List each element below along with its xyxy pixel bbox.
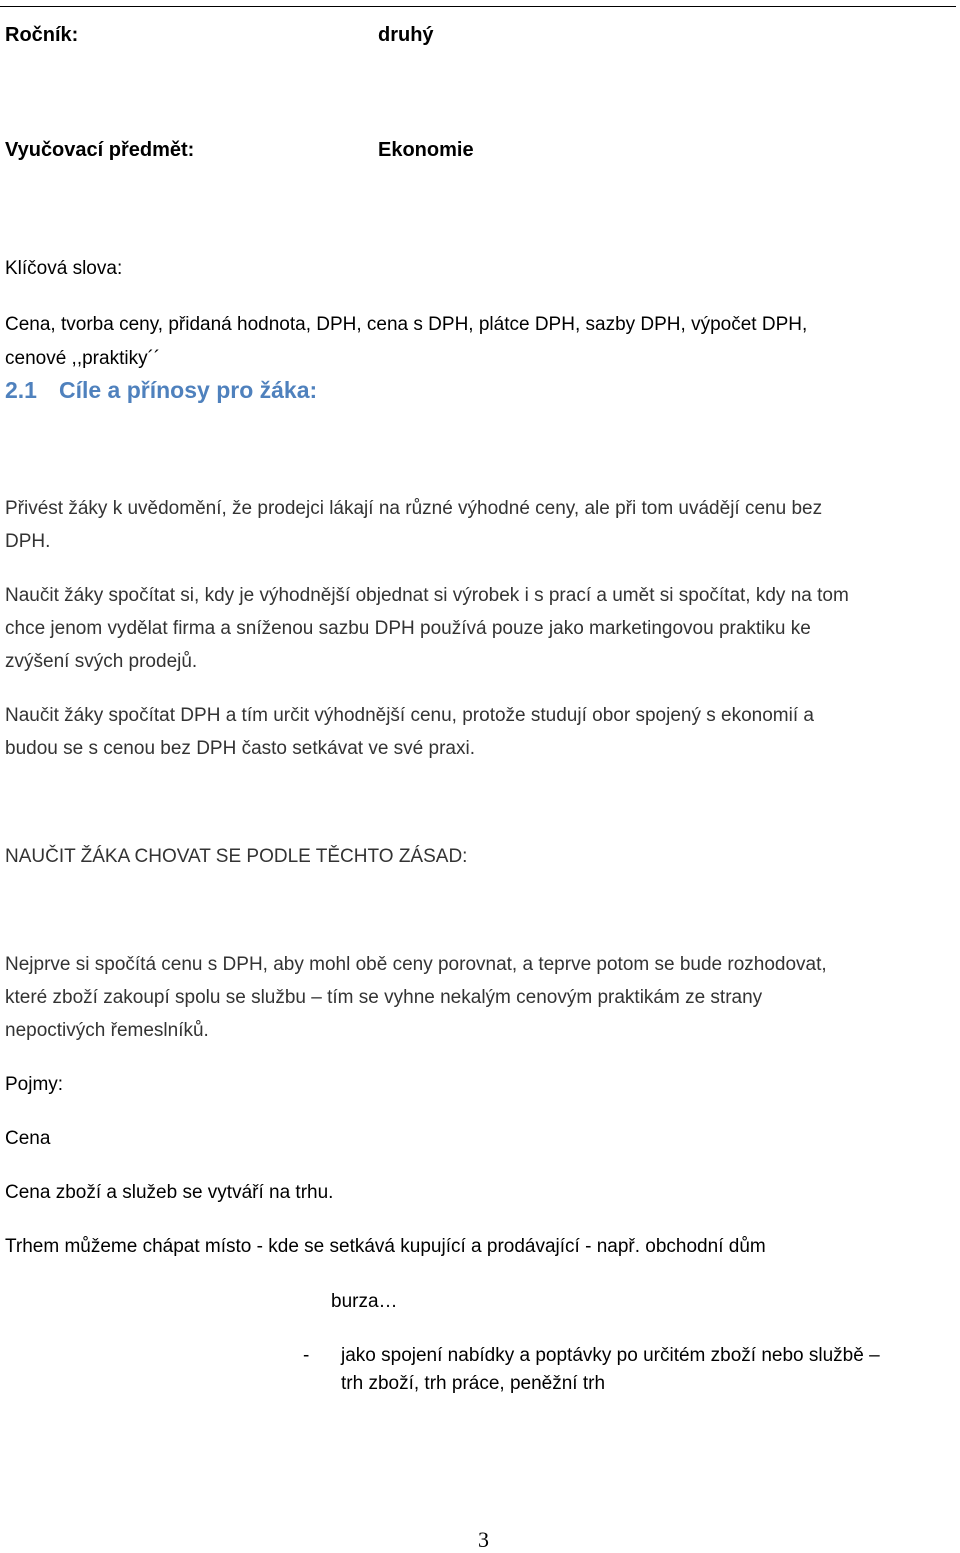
year-value: druhý [378, 24, 434, 46]
year-label: Ročník: [5, 24, 79, 46]
section-title: Cíle a přínosy pro žáka: [58, 377, 318, 403]
keywords-line-1: Cena, tvorba ceny, přidaná hodnota, DPH, cena s DPH, plátce DPH, sazby DPH, výpočet DPH, [5, 314, 808, 335]
goal-2-line-3: zvýšení svých prodejů. [5, 651, 198, 672]
section-number: 2.1 [5, 377, 37, 403]
section-heading [5, 377, 317, 404]
principles-heading: NAUČIT ŽÁKA CHOVAT SE PODLE TĚCHTO ZÁSAD: [5, 846, 468, 867]
goal-2-line-1: Naučit žáky spočítat si, kdy je výhodnější objednat si výrobek i s prací a umět si spočítat, kdy na tom [5, 585, 849, 606]
top-rule [0, 6, 956, 7]
goal-1-line-2: DPH. [5, 531, 51, 552]
goal-3-line-1: Naučit žáky spočítat DPH a tím určit výhodnější cenu, protože studují obor spojený s ekonomií a [5, 705, 814, 726]
goal-1-line-1: Přivést žáky k uvědomění, že prodejci lákají na různé výhodné ceny, ale při tom uvádějí cenu bez [5, 498, 823, 519]
bullet-line-2: trh zboží, trh práce, peněžní trh [341, 1373, 606, 1394]
market-description: Trhem můžeme chápat místo - kde se setkává kupující a prodávající - např. obchodní dům [5, 1236, 766, 1257]
goal-2-line-2: chce jenom vydělat firma a sníženou sazbu DPH používá pouze jako marketingovou praktiku ke [5, 618, 811, 639]
keywords-label: Klíčová slova: [5, 258, 123, 279]
concepts-label: Pojmy: [5, 1074, 64, 1095]
principle-line-1: Nejprve si spočítá cenu s DPH, aby mohl obě ceny porovnat, a teprve potom se bude rozhodovat, [5, 954, 827, 975]
subject-label: Vyučovací předmět: [5, 139, 195, 161]
concept-definition: Cena zboží a služeb se vytváří na trhu. [5, 1182, 334, 1203]
principle-line-2: které zboží zakoupí spolu se službu – tím se vyhne nekalým cenovým praktikám ze strany [5, 987, 763, 1008]
keywords-line-2: cenové ,,praktiky´´ [5, 348, 161, 369]
subject-value: Ekonomie [378, 139, 474, 161]
bullet-marker: - [303, 1345, 310, 1366]
concept-term: Cena [5, 1128, 51, 1149]
goal-3-line-2: budou se s cenou bez DPH často setkávat ve své praxi. [5, 738, 475, 759]
page-number: 3 [478, 1527, 489, 1552]
principle-line-3: nepoctivých řemeslníků. [5, 1020, 209, 1041]
market-continuation: burza… [331, 1291, 398, 1312]
bullet-line-1: jako spojení nabídky a poptávky po určitém zboží nebo službě – [341, 1345, 880, 1366]
